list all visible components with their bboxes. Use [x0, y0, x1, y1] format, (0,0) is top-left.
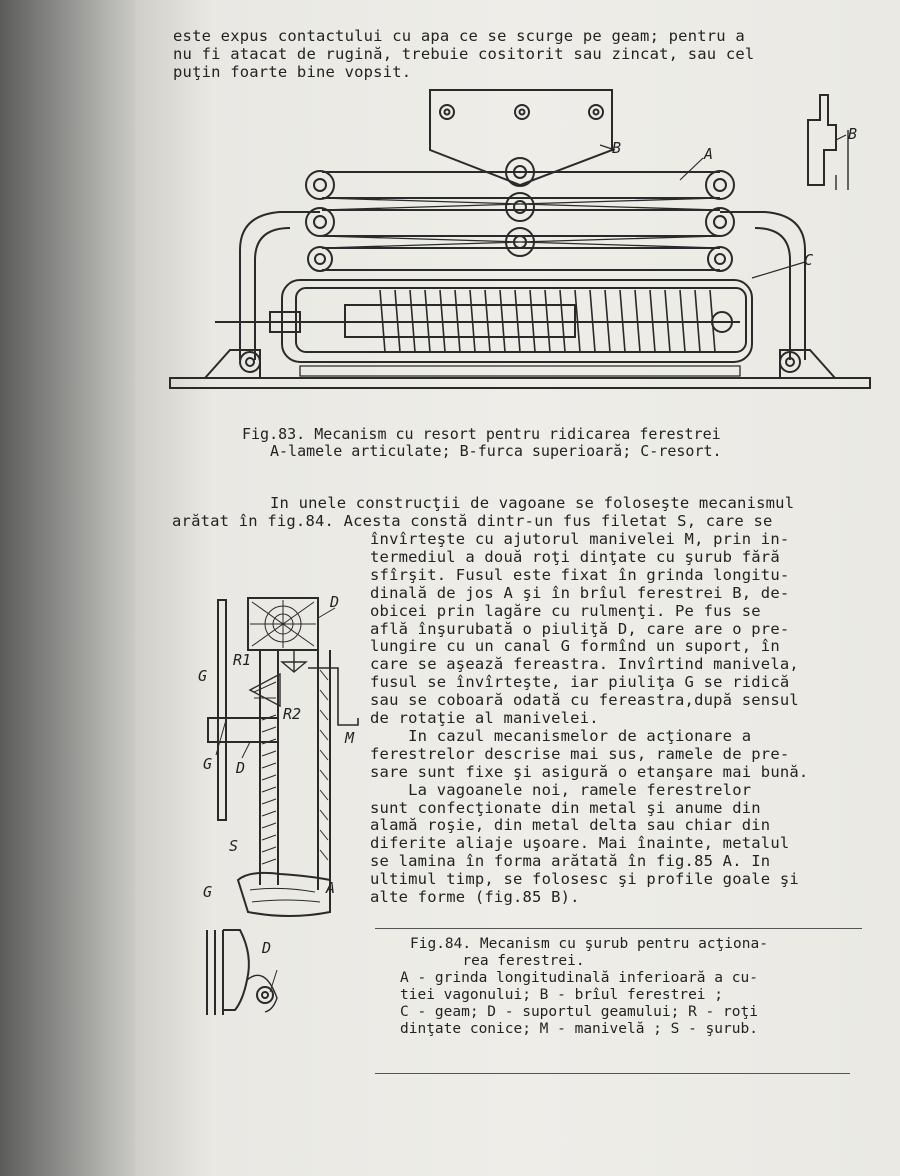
intro-line: nu fi atacat de rugină, trebuie cositorit sau zincat, sau cel — [173, 45, 755, 63]
paragraph-line: află înşurubată o piuliţă D, care are o pre- — [370, 619, 790, 638]
fig84-label-r2: R2 — [283, 705, 302, 723]
caption-rule-top — [375, 928, 862, 929]
fig84-label-s: S — [229, 837, 239, 855]
paragraph-line: care se aşează fereastra. Invîrtind manivela, — [370, 655, 799, 674]
fig83-label-c: C — [804, 251, 814, 269]
paragraph-line: se lamina în forma arătată în fig.85 A. In — [370, 852, 771, 871]
fig83-label-a: A — [704, 145, 714, 163]
paragraph-line: In cazul mecanismelor de acţionare a — [370, 726, 752, 745]
paragraph-line: La vagoanele noi, ramele ferestrelor — [370, 780, 752, 799]
fig84-label-r1: R1 — [233, 651, 252, 669]
paragraph-line: ferestrelor descrise mai sus, ramele de pre- — [370, 744, 790, 763]
fig84-label-a: A — [326, 879, 336, 897]
paragraph-line: sunt confecţionate din metal şi anume din — [370, 798, 761, 817]
fig84-label-m: M — [345, 729, 355, 747]
paragraph-line: alamă roşie, din metal delta sau chiar din — [370, 816, 771, 835]
fig84-label-g-left: G — [198, 667, 208, 685]
paragraph-line: fusul se învîrteşte, iar piuliţa G se ridică — [370, 673, 790, 692]
fig84-label-d-bottom: D — [236, 759, 246, 777]
fig83-label-b: B — [612, 139, 622, 157]
fig84-caption-line: C - geam; D - suportul geamului; R - roţi — [400, 1004, 758, 1020]
fig84-label-g-bottom: G — [203, 755, 213, 773]
paragraph-line: ultimul timp, se folosesc şi profile goale şi — [370, 870, 799, 889]
fig84-caption-line: Fig.84. Mecanism cu şurub pentru acţiona- — [410, 936, 768, 952]
fig83-caption-legend: A-lamele articulate; B-furca superioară; C-resort. — [270, 442, 722, 460]
paragraph-line: In unele construcţii de vagoane se foloseşte mecanismul — [270, 494, 795, 512]
fig84-label-d-top: D — [330, 593, 340, 611]
paragraph-line: sfîrşit. Fusul este fixat în grinda longitu- — [370, 565, 790, 584]
fig83-drawing — [0, 0, 900, 420]
paragraph-line: arătat în fig.84. Acesta constă dintr-un fus filetat S, care se — [172, 512, 773, 530]
caption-rule-bottom — [375, 1073, 850, 1074]
paragraph-line: sau se coboară odată cu fereastra,după sensul — [370, 691, 799, 710]
paragraph-line: obicei prin lagăre cu rulmenţi. Pe fus se — [370, 601, 761, 620]
fig83-caption-title: Fig.83. Mecanism cu resort pentru ridicarea ferestrei — [242, 425, 721, 443]
paragraph-line: diferite aliaje uşoare. Mai înainte, metalul — [370, 834, 790, 853]
paragraph-line: dinală de jos A şi în brîul ferestrei B, de- — [370, 583, 790, 602]
paragraph-line: alte forme (fig.85 B). — [370, 888, 580, 906]
fig84-caption-line: rea ferestrei. — [410, 953, 585, 969]
fig83-label-b-detail: B — [848, 125, 858, 143]
fig84-label-g-lower: G — [203, 883, 213, 901]
intro-line: puţin foarte bine vopsit. — [173, 63, 412, 81]
paragraph-line: sare sunt fixe şi asigură o etanşare mai bună. — [370, 762, 809, 781]
paragraph-line: lungire cu un canal G formînd un suport, în — [370, 637, 780, 656]
fig84-label-d-lower: D — [262, 939, 272, 957]
fig84-caption-line: dinţate conice; M - manivelă ; S - şurub. — [400, 1021, 758, 1037]
paragraph-line: învîrteşte cu ajutorul manivelei M, prin in- — [370, 530, 790, 548]
fig84-caption-line: A - grinda longitudinală inferioară a cu- — [400, 970, 758, 986]
paragraph-line: de rotaţie al manivelei. — [370, 709, 599, 727]
paragraph-line: termediul a două roţi dinţate cu şurub fără — [370, 547, 780, 566]
fig84-drawing — [190, 590, 390, 920]
fig84-bracket-drawing — [195, 880, 295, 1020]
fig84-caption-line: tiei vagonului; B - brîul ferestrei ; — [400, 987, 724, 1003]
intro-line: este expus contactului cu apa ce se scurge pe geam; pentru a — [173, 27, 745, 45]
